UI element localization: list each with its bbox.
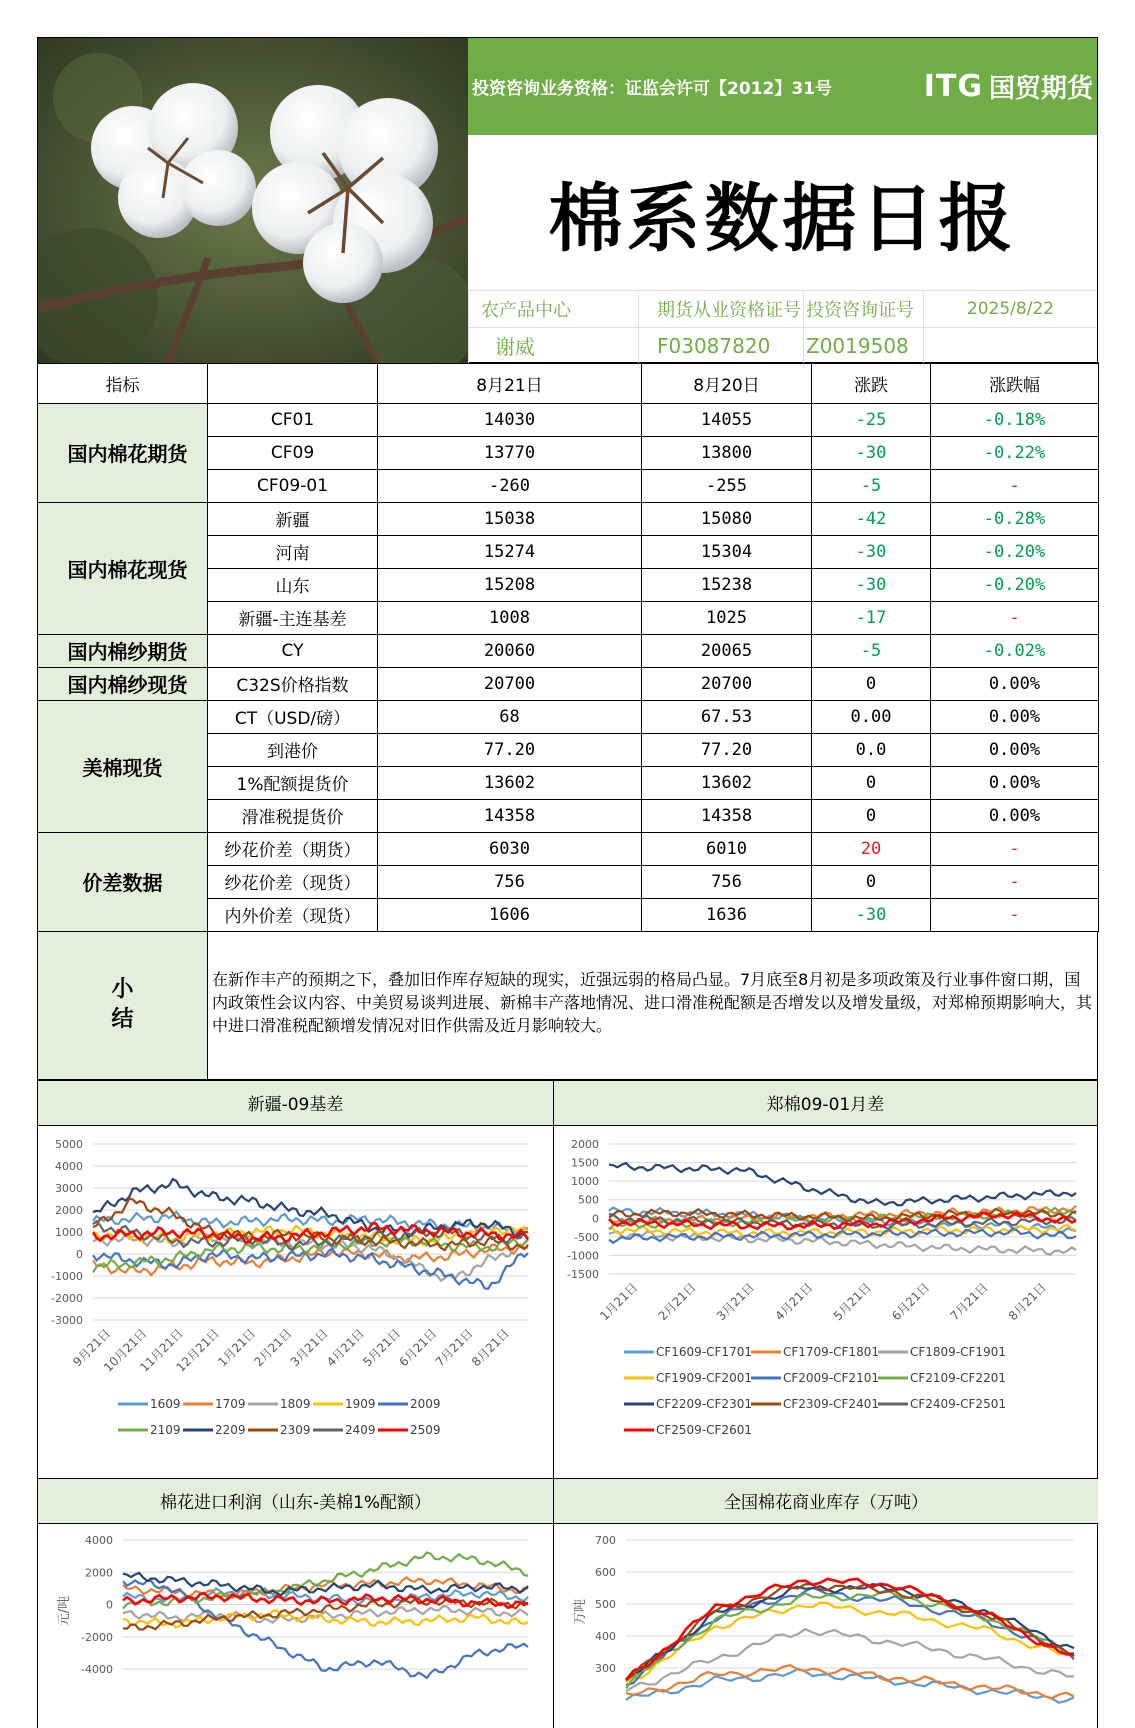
header-cell: 涨跌幅: [931, 363, 1099, 403]
item-cell: 纱花价差（期货）: [208, 832, 378, 865]
change-cell: -5: [812, 634, 931, 667]
chart-title: 棉花进口利润（山东-美棉1%配额）: [38, 1478, 553, 1524]
y-tick-label: 2000: [55, 1203, 83, 1217]
item-cell: 新疆-主连基差: [208, 601, 378, 634]
x-tick-label: 3月21日: [287, 1325, 331, 1369]
today-cell: -260: [378, 469, 642, 502]
change-pct-cell: 0.00%: [931, 700, 1099, 733]
today-cell: 14358: [378, 799, 642, 832]
change-cell: -25: [812, 403, 931, 436]
today-cell: 15208: [378, 568, 642, 601]
y-tick-label: 0: [106, 1598, 113, 1612]
legend-label: CF2509-CF2601: [656, 1422, 752, 1437]
qualification-text: 投资咨询业务资格：证监会许可【2012】31号: [472, 79, 832, 99]
summary-label-2: 结: [111, 1007, 134, 1032]
y-axis-label: 元/吨: [57, 1595, 72, 1626]
item-cell: CF01: [208, 403, 378, 436]
x-tick-label: 8月21日: [468, 1325, 512, 1369]
today-cell: 15274: [378, 535, 642, 568]
y-tick-label: 300: [595, 1661, 616, 1675]
table-row: [38, 502, 1099, 535]
y-tick-label: 5000: [55, 1137, 83, 1151]
x-tick-label: 1月21日: [597, 1279, 641, 1323]
report-info: [468, 290, 1097, 363]
y-tick-label: 1500: [571, 1156, 599, 1170]
prev-cell: 1636: [642, 898, 812, 931]
table-row: [38, 667, 1099, 700]
chart-import-profit-svg: [38, 1524, 553, 1724]
legend-label: CF2409-CF2501: [910, 1396, 1006, 1411]
prev-cell: 756: [642, 865, 812, 898]
legend-label: 2009: [410, 1396, 441, 1411]
today-cell: 756: [378, 865, 642, 898]
x-tick-label: 6月21日: [396, 1325, 440, 1369]
legend-label: 1909: [345, 1396, 376, 1411]
series-line: [609, 1163, 1076, 1205]
change-pct-cell: -: [931, 832, 1099, 865]
prev-cell: 67.53: [642, 700, 812, 733]
item-cell: 到港价: [208, 733, 378, 766]
item-cell: 新疆: [208, 502, 378, 535]
legend-label: 2309: [280, 1422, 311, 1437]
x-tick-label: 7月21日: [432, 1325, 476, 1369]
summary-section: [37, 932, 1098, 1080]
report-header: [37, 37, 1098, 362]
legend-label: CF1709-CF1801: [783, 1344, 879, 1359]
y-tick-label: -2000: [81, 1630, 113, 1644]
x-tick-label: 2月21日: [655, 1279, 699, 1323]
change-pct-cell: 0.00%: [931, 766, 1099, 799]
chart-title: 新疆-09基差: [38, 1080, 553, 1126]
prev-cell: 1025: [642, 601, 812, 634]
change-pct-cell: 0.00%: [931, 799, 1099, 832]
x-tick-label: 2月21日: [251, 1325, 295, 1369]
change-cell: 0: [812, 766, 931, 799]
item-cell: 1%配额提货价: [208, 766, 378, 799]
y-tick-label: 1000: [571, 1174, 599, 1188]
legend-label: CF1909-CF2001: [656, 1370, 752, 1385]
today-cell: 77.20: [378, 733, 642, 766]
prev-cell: 15238: [642, 568, 812, 601]
today-cell: 1606: [378, 898, 642, 931]
prev-cell: 14055: [642, 403, 812, 436]
x-tick-label: 4月21日: [772, 1279, 816, 1323]
change-pct-cell: -: [931, 865, 1099, 898]
change-cell: -30: [812, 898, 931, 931]
item-cell: 滑准税提货价: [208, 799, 378, 832]
report-date: 2025/8/22: [923, 290, 1097, 327]
category-cell: 美棉现货: [38, 700, 208, 832]
legend-label: CF1609-CF1701: [656, 1344, 752, 1359]
summary-label-1: 小: [111, 977, 134, 1002]
x-tick-label: 5月21日: [830, 1279, 874, 1323]
change-pct-cell: -0.22%: [931, 436, 1099, 469]
cotton-image: [38, 38, 468, 363]
category-cell: 国内棉花现货: [38, 502, 208, 634]
change-pct-cell: -0.20%: [931, 535, 1099, 568]
report-page: [37, 37, 1098, 1728]
y-tick-label: 0: [592, 1211, 599, 1225]
x-tick-label: 3月21日: [713, 1279, 758, 1323]
x-tick-label: 5月21日: [360, 1325, 404, 1369]
x-tick-label: 7月21日: [947, 1279, 991, 1323]
change-pct-cell: -0.18%: [931, 403, 1099, 436]
item-cell: CF09-01: [208, 469, 378, 502]
table-row: [38, 832, 1099, 865]
legend-label: 2509: [410, 1422, 441, 1437]
change-pct-cell: -0.28%: [931, 502, 1099, 535]
category-cell: 价差数据: [38, 832, 208, 931]
y-tick-label: 700: [595, 1533, 616, 1547]
logo-cn: 国贸期货: [988, 74, 1093, 104]
today-cell: 13770: [378, 436, 642, 469]
today-cell: 1008: [378, 601, 642, 634]
chart-spread: [554, 1080, 1098, 1478]
change-pct-cell: 0.00%: [931, 733, 1099, 766]
change-cell: -30: [812, 568, 931, 601]
change-cell: -30: [812, 436, 931, 469]
legend-label: CF2309-CF2401: [783, 1396, 879, 1411]
x-tick-label: 9月21日: [70, 1325, 114, 1369]
charts-grid: [37, 1080, 1098, 1728]
item-cell: C32S价格指数: [208, 667, 378, 700]
item-cell: 内外价差（现货）: [208, 898, 378, 931]
y-tick-label: 2000: [85, 1565, 113, 1579]
y-tick-label: 500: [578, 1193, 599, 1207]
table-row: [38, 403, 1099, 436]
legend-label: CF2009-CF2101: [783, 1370, 879, 1385]
prev-cell: -255: [642, 469, 812, 502]
chart-basis-svg: [38, 1126, 553, 1474]
legend-label: 2409: [345, 1422, 376, 1437]
prev-cell: 13800: [642, 436, 812, 469]
x-tick-label: 11月21日: [137, 1325, 186, 1375]
chart-spread-svg: [554, 1126, 1097, 1474]
table-row: [38, 634, 1099, 667]
header-cell: 指标: [38, 363, 208, 403]
x-tick-label: 1月21日: [215, 1325, 259, 1369]
legend-label: 1609: [150, 1396, 181, 1411]
today-cell: 6030: [378, 832, 642, 865]
change-cell: -5: [812, 469, 931, 502]
y-tick-label: 4000: [85, 1533, 113, 1547]
legend-label: CF2209-CF2301: [656, 1396, 752, 1411]
prev-cell: 77.20: [642, 733, 812, 766]
legend-label: 1809: [280, 1396, 311, 1411]
chart-inventory-svg: [554, 1524, 1097, 1724]
change-cell: 0: [812, 799, 931, 832]
y-tick-label: 400: [595, 1629, 616, 1643]
y-tick-label: -3000: [51, 1313, 83, 1327]
today-cell: 14030: [378, 403, 642, 436]
change-pct-cell: -0.20%: [931, 568, 1099, 601]
x-tick-label: 6月21日: [889, 1279, 933, 1323]
x-tick-label: 10月21日: [101, 1325, 150, 1375]
item-cell: 纱花价差（现货）: [208, 865, 378, 898]
prev-cell: 15304: [642, 535, 812, 568]
y-tick-label: -1500: [567, 1267, 599, 1281]
cotton-photo: [38, 38, 468, 363]
y-tick-label: -500: [574, 1230, 599, 1244]
invest-number: Z0019508: [803, 327, 923, 363]
legend-label: 1709: [215, 1396, 246, 1411]
prev-cell: 15080: [642, 502, 812, 535]
change-cell: -17: [812, 601, 931, 634]
summary-text: 在新作丰产的预期之下，叠加旧作库存短缺的现实，近强远弱的格局凸显。7月底至8月初是多项政策及行业事件窗口期，国内政策性会议内容、中美贸易谈判进展、新棉丰产落地情况、进口滑准税配额是否增发以及增发量级，对郑棉预期影响大，其中进口滑准税配额增发情况对旧作供需及近月影响较大。: [212, 969, 1093, 1035]
prev-cell: 20700: [642, 667, 812, 700]
header-cell: [208, 363, 378, 403]
category-cell: 国内棉纱期货: [38, 634, 208, 667]
chart-title: 全国棉花商业库存（万吨）: [554, 1478, 1098, 1524]
chart-title: 郑棉09-01月差: [554, 1080, 1097, 1126]
prev-cell: 20065: [642, 634, 812, 667]
prev-cell: 14358: [642, 799, 812, 832]
analyst-name: 谢威: [468, 327, 638, 363]
legend-label: 2109: [150, 1422, 181, 1437]
item-cell: 山东: [208, 568, 378, 601]
change-pct-cell: 0.00%: [931, 667, 1099, 700]
header-cell: 8月20日: [642, 363, 812, 403]
table-row: [38, 700, 1099, 733]
category-cell: 国内棉纱现货: [38, 667, 208, 700]
category-cell: 国内棉花期货: [38, 403, 208, 502]
change-cell: 0.0: [812, 733, 931, 766]
item-cell: CT（USD/磅）: [208, 700, 378, 733]
prev-cell: 6010: [642, 832, 812, 865]
x-tick-label: 12月21日: [173, 1325, 222, 1375]
qualification-bar: [468, 38, 1097, 135]
info-blank: [923, 327, 1097, 363]
y-tick-label: 4000: [55, 1159, 83, 1173]
cert-number: F03087820: [638, 327, 803, 363]
y-tick-label: -1000: [567, 1248, 599, 1262]
today-cell: 68: [378, 700, 642, 733]
data-table: [37, 362, 1099, 932]
change-pct-cell: -: [931, 898, 1099, 931]
change-pct-cell: -: [931, 469, 1099, 502]
y-tick-label: 3000: [55, 1181, 83, 1195]
x-tick-label: 4月21日: [323, 1325, 367, 1369]
change-pct-cell: -: [931, 601, 1099, 634]
y-tick-label: 600: [595, 1565, 616, 1579]
change-cell: 0.00: [812, 700, 931, 733]
change-cell: 0: [812, 865, 931, 898]
legend-label: 2209: [215, 1422, 246, 1437]
prev-cell: 13602: [642, 766, 812, 799]
y-tick-label: -4000: [81, 1662, 113, 1676]
logo-itg: ITG: [923, 69, 983, 104]
change-cell: -42: [812, 502, 931, 535]
chart-inventory: [554, 1478, 1098, 1728]
summary-label: [38, 932, 208, 1079]
chart-import-profit: [38, 1478, 554, 1728]
today-cell: 13602: [378, 766, 642, 799]
change-cell: 0: [812, 667, 931, 700]
y-tick-label: 1000: [55, 1225, 83, 1239]
item-cell: 河南: [208, 535, 378, 568]
change-cell: -30: [812, 535, 931, 568]
y-tick-label: 0: [76, 1247, 83, 1261]
today-cell: 20060: [378, 634, 642, 667]
report-title: 棉系数据日报: [548, 175, 1017, 262]
dept-label: 农产品中心: [468, 290, 638, 327]
y-tick-label: 2000: [571, 1137, 599, 1151]
item-cell: CF09: [208, 436, 378, 469]
y-tick-label: 500: [595, 1597, 616, 1611]
legend-label: CF1809-CF1901: [910, 1344, 1006, 1359]
x-tick-label: 8月21日: [1005, 1279, 1049, 1323]
change-pct-cell: -0.02%: [931, 634, 1099, 667]
legend-label: CF2109-CF2201: [910, 1370, 1006, 1385]
y-tick-label: -2000: [51, 1291, 83, 1305]
invest-label: 投资咨询证号: [803, 290, 923, 327]
today-cell: 20700: [378, 667, 642, 700]
y-axis-label: 万吨: [573, 1598, 588, 1625]
y-tick-label: -1000: [51, 1269, 83, 1283]
today-cell: 15038: [378, 502, 642, 535]
change-cell: 20: [812, 832, 931, 865]
header-cell: 涨跌: [812, 363, 931, 403]
header-cell: 8月21日: [378, 363, 642, 403]
cert-label: 期货从业资格证号: [638, 290, 803, 327]
company-logo: [924, 68, 1093, 105]
chart-basis: [38, 1080, 554, 1478]
item-cell: CY: [208, 634, 378, 667]
